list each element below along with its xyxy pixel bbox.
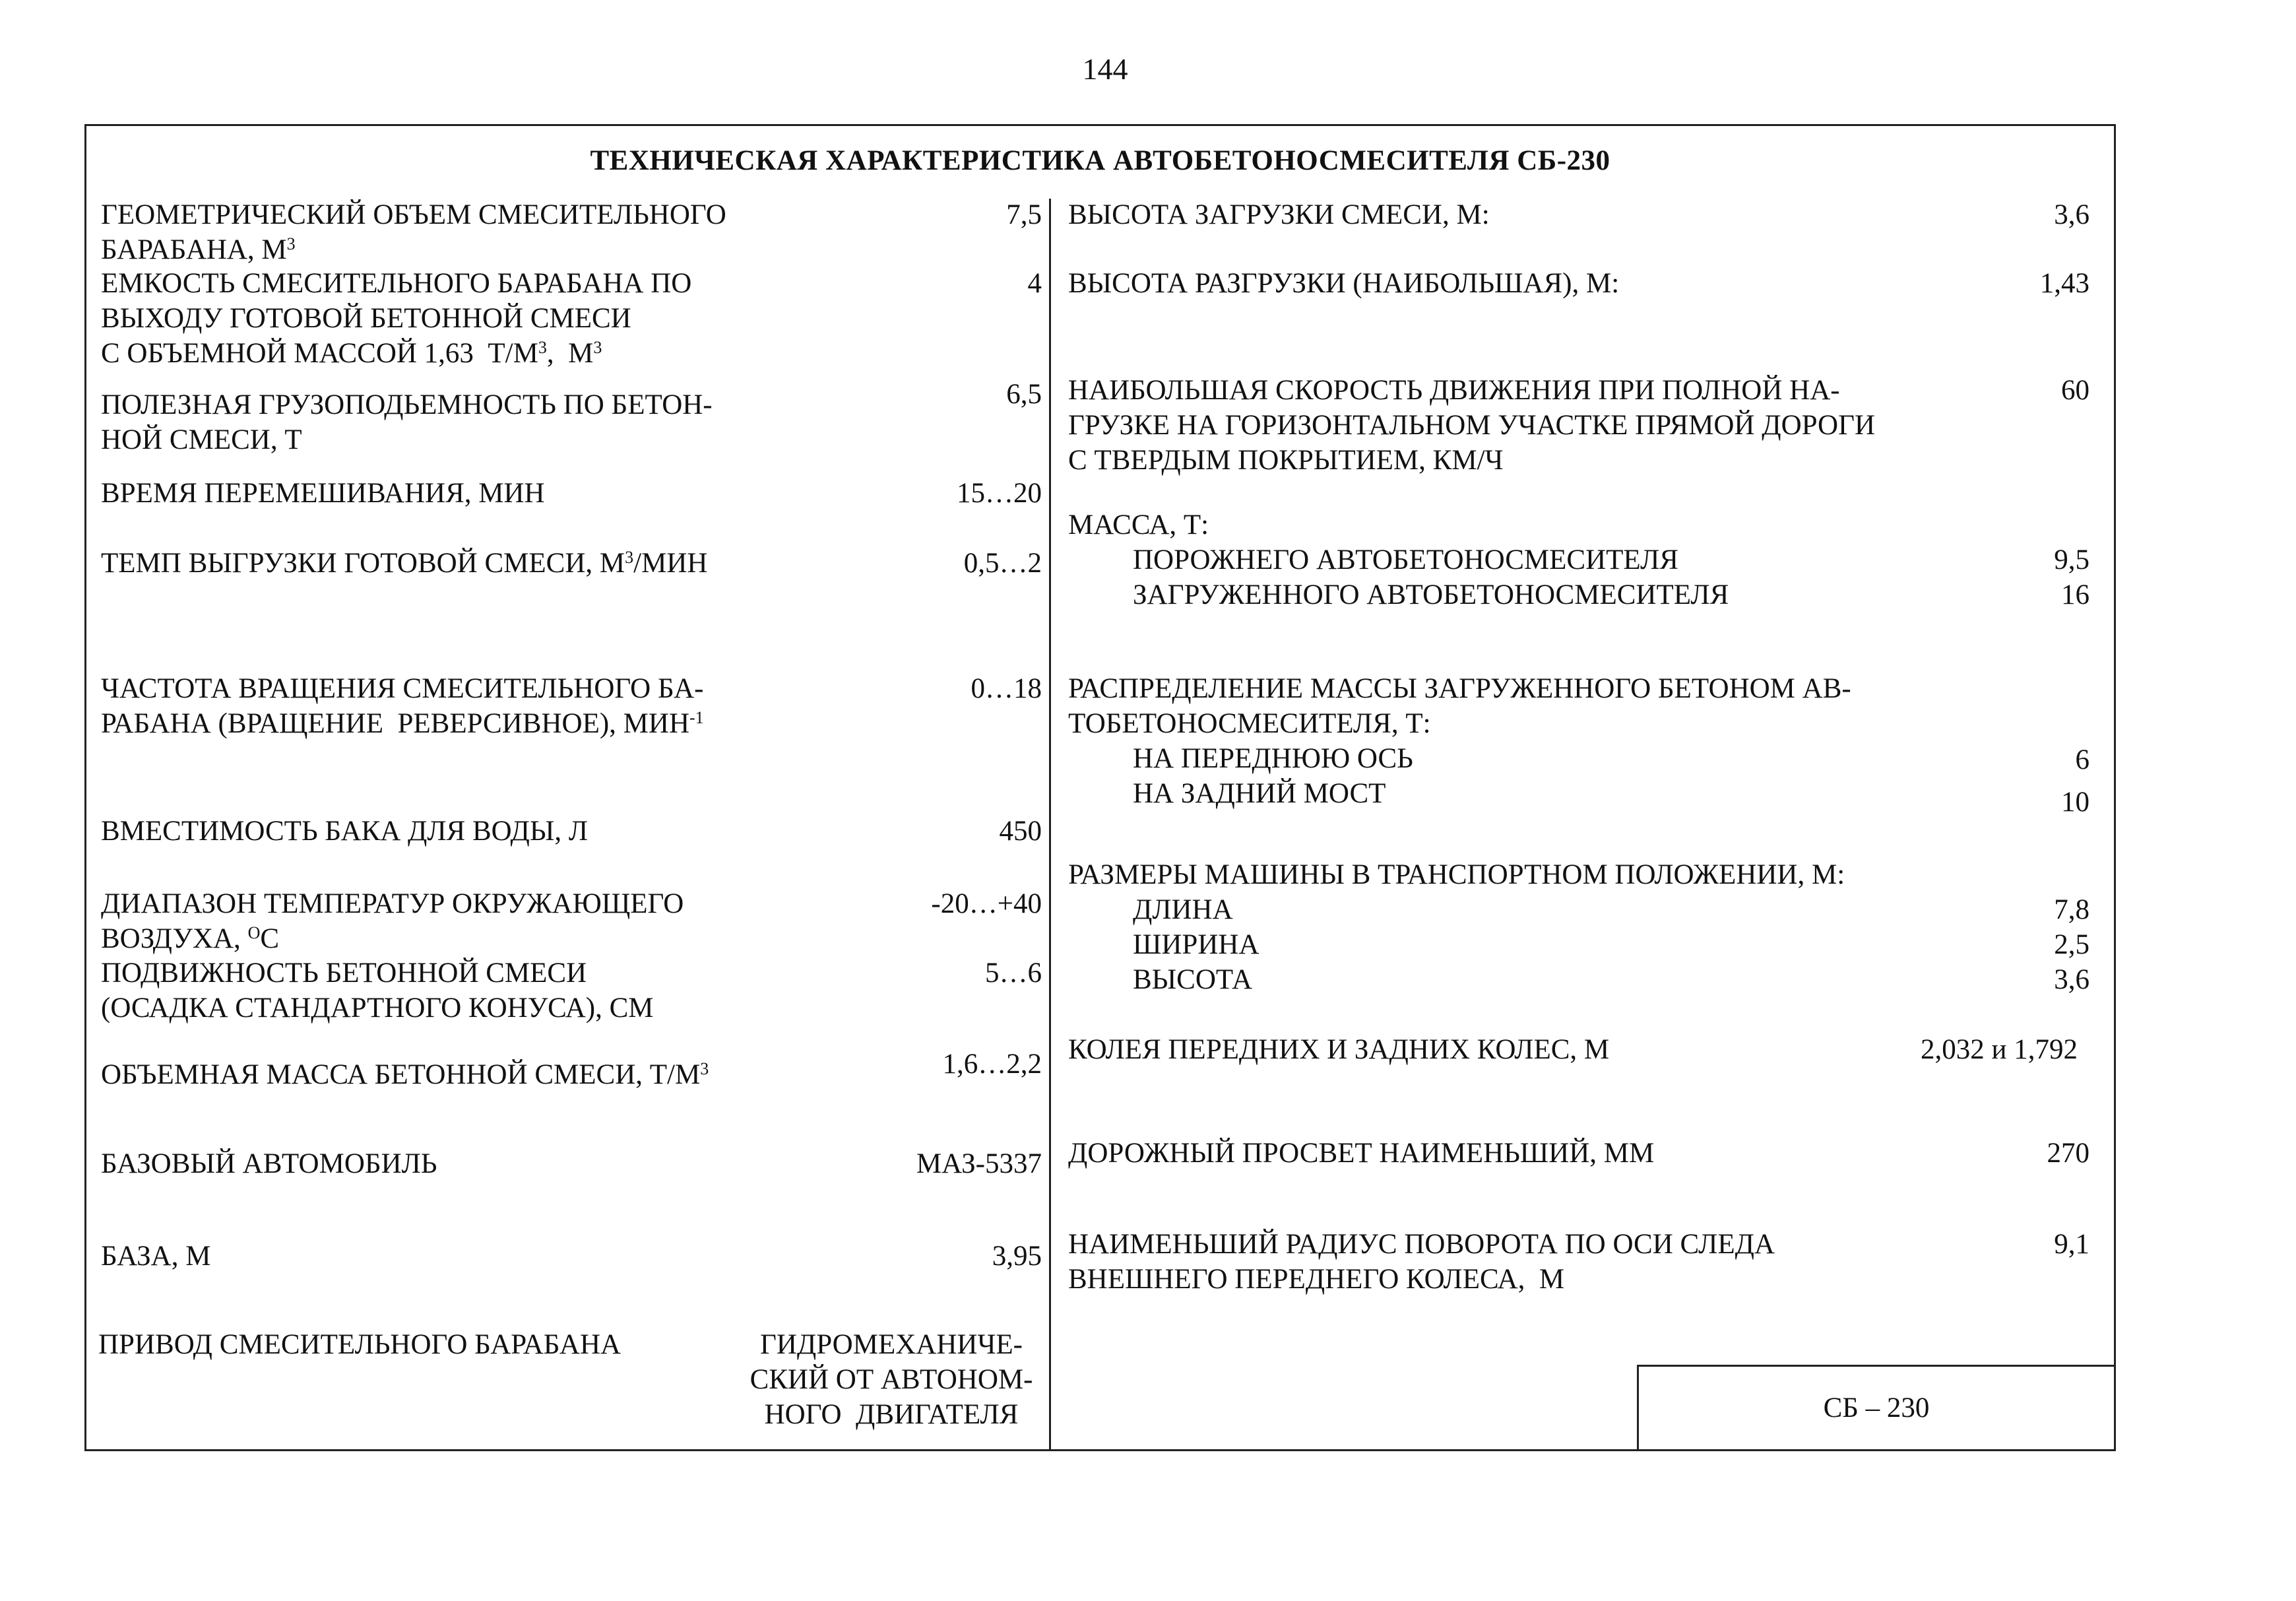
spec-payload bbox=[86, 377, 1042, 455]
spec-density bbox=[86, 1047, 1042, 1093]
spec-unload-rate bbox=[86, 546, 1042, 581]
spec-label: МАССА, Т: bbox=[1068, 509, 1209, 540]
spec-label: БАРАБАНА, $М^3$ bbox=[101, 234, 296, 265]
spec-label: РАБАНА (ВРАЩЕНИЕ РЕВЕРСИВНОЕ), $МИН^{-1}$ bbox=[101, 708, 704, 739]
spec-label: ПРИВОД СМЕСИТЕЛЬНОГО БАРАБАНА bbox=[98, 1329, 622, 1360]
spec-value: 0,5…2 bbox=[963, 548, 1042, 579]
spec-mass-distribution bbox=[1068, 671, 2089, 816]
spec-label: ПОДВИЖНОСТЬ БЕТОННОЙ СМЕСИ bbox=[101, 958, 587, 989]
spec-value: 5…6 bbox=[985, 958, 1042, 989]
spec-turn-radius bbox=[1068, 1227, 2089, 1297]
column-divider bbox=[1049, 199, 1051, 1449]
spec-mixing-time bbox=[86, 476, 1042, 511]
spec-label: НА ПЕРЕДНЮЮ ОСЬ bbox=[1133, 743, 1413, 774]
spec-value: 15…20 bbox=[957, 478, 1042, 509]
spec-label: НА ЗАДНИЙ МОСТ bbox=[1133, 778, 1386, 809]
spec-value: 7,5 bbox=[1006, 199, 1042, 230]
spec-clearance bbox=[1068, 1136, 2089, 1171]
spec-label: БАЗОВЫЙ АВТОМОБИЛЬ bbox=[101, 1148, 437, 1179]
spec-label: ЕМКОСТЬ СМЕСИТЕЛЬНОГО БАРАБАНА ПО bbox=[101, 268, 692, 299]
spec-label: ДОРОЖНЫЙ ПРОСВЕТ НАИМЕНЬШИЙ, ММ bbox=[1068, 1138, 1655, 1169]
spec-value: 0…18 bbox=[971, 673, 1042, 704]
spec-wheelbase bbox=[86, 1239, 1042, 1274]
spec-sheet-frame bbox=[84, 124, 2116, 1451]
spec-label: НАИМЕНЬШИЙ РАДИУС ПОВОРОТА ПО ОСИ СЛЕДА bbox=[1068, 1229, 1775, 1260]
spec-label: БАЗА, М bbox=[101, 1241, 211, 1272]
spec-label: ВЫСОТА РАЗГРУЗКИ (НАИБОЛЬШАЯ), М: bbox=[1068, 268, 1620, 299]
spec-mass bbox=[1068, 507, 2089, 612]
spec-label: (ОСАДКА СТАНДАРТНОГО КОНУСА), СМ bbox=[101, 993, 654, 1024]
spec-value: -20…+40 bbox=[931, 888, 1042, 919]
spec-label: ОБЪЕМНАЯ МАССА БЕТОННОЙ СМЕСИ, $Т/М^3$ bbox=[101, 1059, 709, 1090]
spec-rotation bbox=[86, 671, 1042, 741]
spec-label: НОЙ СМЕСИ, Т bbox=[101, 424, 302, 455]
spec-value: ГИДРОМЕХАНИЧЕ- bbox=[760, 1329, 1023, 1360]
spec-value: 6 bbox=[2075, 744, 2089, 775]
spec-value: 2,032 и 1,792 bbox=[1920, 1034, 2078, 1065]
spec-value: 9,5 bbox=[2054, 544, 2089, 575]
spec-label: ДЛИНА bbox=[1133, 894, 1233, 925]
spec-label: ВРЕМЯ ПЕРЕМЕШИВАНИЯ, МИН bbox=[101, 478, 545, 509]
spec-label: ПОРОЖНЕГО АВТОБЕТОНОСМЕСИТЕЛЯ bbox=[1133, 544, 1678, 575]
spec-value: 450 bbox=[999, 816, 1042, 847]
spec-label: ВЫСОТА bbox=[1133, 964, 1253, 995]
spec-temp-range bbox=[86, 886, 1042, 956]
spec-label: С ОБЪЕМНОЙ МАССОЙ 1,63 $Т/М^3$, $М^3$ bbox=[101, 338, 602, 369]
spec-label: ДИАПАЗОН ТЕМПЕРАТУР ОКРУЖАЮЩЕГО bbox=[101, 888, 684, 919]
spec-unload-height bbox=[1068, 266, 2089, 301]
spec-value: 2,5 bbox=[2054, 929, 2089, 960]
spec-value: 7,8 bbox=[2054, 894, 2089, 925]
spec-value: 1,43 bbox=[2039, 268, 2089, 299]
spec-label: ВОЗДУХА, $^О$С bbox=[101, 923, 280, 954]
spec-value: 3,95 bbox=[992, 1241, 1042, 1272]
spec-value: 3,6 bbox=[2054, 199, 2089, 230]
spec-load-height bbox=[1068, 197, 2089, 232]
spec-label: РАСПРЕДЕЛЕНИЕ МАССЫ ЗАГРУЖЕННОГО БЕТОНОМ АВ- bbox=[1068, 673, 1851, 704]
spec-label: ТЕМП ВЫГРУЗКИ ГОТОВОЙ СМЕСИ, $М^3$/МИН bbox=[101, 548, 708, 579]
spec-label: ГРУЗКЕ НА ГОРИЗОНТАЛЬНОМ УЧАСТКЕ ПРЯМОЙ ДОРОГИ bbox=[1068, 410, 1876, 441]
spec-label: ЧАСТОТА ВРАЩЕНИЯ СМЕСИТЕЛЬНОГО БА- bbox=[101, 673, 704, 704]
spec-workability bbox=[86, 956, 1042, 1026]
spec-label: ВНЕШНЕГО ПЕРЕДНЕГО КОЛЕСА, М bbox=[1068, 1264, 1565, 1295]
spec-label: ГЕОМЕТРИЧЕСКИЙ ОБЪЕМ СМЕСИТЕЛЬНОГО bbox=[101, 199, 726, 230]
spec-dimensions bbox=[1068, 857, 2089, 997]
spec-label: ПОЛЕЗНАЯ ГРУЗОПОДЬЕМНОСТЬ ПО БЕТОН- bbox=[101, 389, 713, 420]
spec-value: 16 bbox=[2061, 579, 2089, 610]
spec-max-speed bbox=[1068, 373, 2089, 478]
spec-value: 3,6 bbox=[2054, 964, 2089, 995]
spec-label: НАИБОЛЬШАЯ СКОРОСТЬ ДВИЖЕНИЯ ПРИ ПОЛНОЙ НА- bbox=[1068, 375, 1840, 406]
spec-label: ВЫХОДУ ГОТОВОЙ БЕТОННОЙ СМЕСИ bbox=[101, 303, 631, 334]
spec-label: РАЗМЕРЫ МАШИНЫ В ТРАНСПОРТНОМ ПОЛОЖЕНИИ, М: bbox=[1068, 859, 1845, 890]
sheet-title: ТЕХНИЧЕСКАЯ ХАРАКТЕРИСТИКА АВТОБЕТОНОСМЕСИТЕЛЯ СБ-230 bbox=[590, 145, 1610, 176]
title-block-stamp: СБ – 230 bbox=[1637, 1365, 2114, 1449]
spec-drive bbox=[86, 1327, 1042, 1432]
spec-label: ВЫСОТА ЗАГРУЗКИ СМЕСИ, М: bbox=[1068, 199, 1490, 230]
spec-value: 4 bbox=[1027, 268, 1042, 299]
spec-value: 60 bbox=[2061, 375, 2089, 406]
spec-label: ШИРИНА bbox=[1133, 929, 1260, 960]
spec-water-tank bbox=[86, 814, 1042, 849]
page-number: 144 bbox=[1082, 52, 1128, 86]
spec-value: МАЗ-5337 bbox=[916, 1148, 1042, 1179]
spec-base-vehicle bbox=[86, 1146, 1042, 1181]
spec-value: 270 bbox=[2047, 1138, 2089, 1169]
spec-capacity bbox=[86, 266, 1042, 371]
spec-label: ЗАГРУЖЕННОГО АВТОБЕТОНОСМЕСИТЕЛЯ bbox=[1133, 579, 1729, 610]
spec-value: 10 bbox=[2061, 787, 2089, 818]
spec-label: ТОБЕТОНОСМЕСИТЕЛЯ, Т: bbox=[1068, 708, 1431, 739]
spec-value: НОГО ДВИГАТЕЛЯ bbox=[764, 1399, 1019, 1430]
spec-value: 9,1 bbox=[2054, 1229, 2089, 1260]
spec-value: СКИЙ ОТ АВТОНОМ- bbox=[749, 1364, 1033, 1395]
spec-label: ВМЕСТИМОСТЬ БАКА ДЛЯ ВОДЫ, Л bbox=[101, 816, 589, 847]
spec-label: С ТВЕРДЫМ ПОКРЫТИЕМ, КМ/Ч bbox=[1068, 445, 1504, 476]
spec-label: КОЛЕЯ ПЕРЕДНИХ И ЗАДНИХ КОЛЕС, М bbox=[1068, 1034, 1610, 1065]
spec-value: 1,6…2,2 bbox=[942, 1049, 1042, 1080]
spec-value: 6,5 bbox=[1006, 379, 1042, 410]
spec-track bbox=[1068, 1032, 2089, 1067]
spec-geom-volume bbox=[86, 197, 1042, 267]
